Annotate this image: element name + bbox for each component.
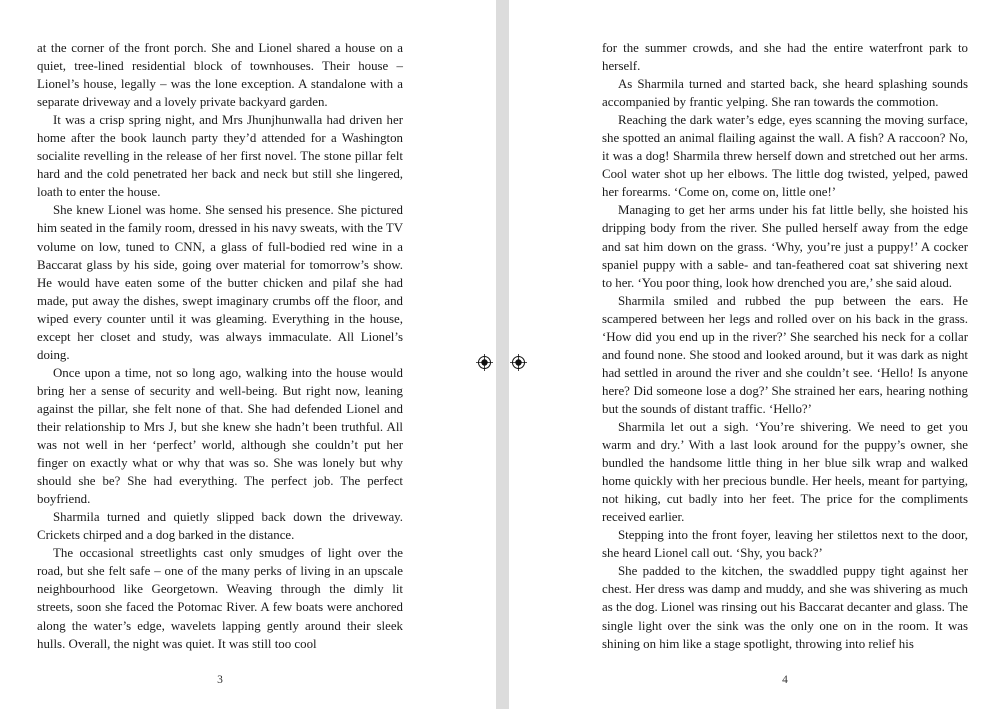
page-gutter xyxy=(496,0,509,709)
paragraph: for the summer crowds, and she had the entire waterfront park to herself. xyxy=(602,41,968,74)
paragraph: Sharmila smiled and rubbed the pup between the ears. He scampered between her legs and rolled over on his back in the grass. ‘How did you end up in the river?’ She searched his neck for a collar and found none. She stood and looked around, but it was dark as night had settled in around the river and she couldn’t see. ‘Hello! Is anyone here? Did someone lose a dog?’ She strained her ears, hearing nothing but the sounds of distant traffic. ‘Hello?’ xyxy=(602,293,968,416)
left-page-text xyxy=(37,39,403,653)
paragraph: She padded to the kitchen, the swaddled puppy tight against her chest. Her dress was damp and muddy, and she was shivering as much as the dog. Lionel was rinsing out his Baccarat decanter and glass. The single light over the sink was the only one on in the room. It was shining on him like a stage spotlight, throwing into relief his xyxy=(602,564,968,651)
paragraph: It was a crisp spring night, and Mrs Jhunjhunwalla had driven her home after the book launch party they’d attended for a Washington socialite revelling in the release of her first novel. The stone pillar felt hard and the cold penetrated her back and neck but still she lingered, loath to enter the house. xyxy=(37,113,403,200)
paragraph: at the corner of the front porch. She and Lionel shared a house on a quiet, tree-lined residential block of townhouses. Their house – Lionel’s house, legally – was the lone exception. A standalone with a separate driveway and a lovely private backyard garden. xyxy=(37,41,403,110)
paragraph: Sharmila let out a sigh. ‘You’re shivering. We need to get you warm and dry.’ With a last look around for the puppy’s owner, she bundled the handsome little thing in her blue silk wrap and walked home quickly with her precious bundle. Her heels, meant for partying, not hiking, cut badly into her feet. The price for the compliments received earlier. xyxy=(602,419,968,525)
right-page-text xyxy=(602,39,968,653)
paragraph: Managing to get her arms under his fat little belly, she hoisted his dripping body from the river. She pulled herself away from the edge and sat him down on the grass. ‘Why, you’re just a puppy!’ A cocker spaniel puppy with a sable- and tan-feathered coat sat shivering next to her. ‘You poor thing, look how drenched you are,’ she said aloud. xyxy=(602,203,968,290)
paragraph: Stepping into the front foyer, leaving her stilettos next to the door, she heard Lionel call out. ‘Shy, you back?’ xyxy=(602,528,968,561)
left-page xyxy=(0,0,496,709)
paragraph: As Sharmila turned and started back, she heard splashing sounds accompanied by frantic yelping. She ran towards the commotion. xyxy=(602,77,968,110)
paragraph: Reaching the dark water’s edge, eyes scanning the moving surface, she spotted an animal flailing against the wall. A fish? A raccoon? No, it was a dog! Sharmila threw herself down and stretched out her arms. Cool water shot up her elbows. The little dog twisted, yelped, pawed her forearms. ‘Come on, come on, little one!’ xyxy=(602,113,968,200)
paragraph: The occasional streetlights cast only smudges of light over the road, but she felt safe – one of the many perks of living in an upscale neighbourhood like Georgetown. Weaving through the dimly lit streets, soon she faced the Potomac River. A few boats were anchored along the water’s edge, wavelets lapping gently around their sleek hulls. Overall, the night was quiet. It was still too cool xyxy=(37,546,403,651)
paragraph: Once upon a time, not so long ago, walking into the house would bring her a sense of security and well-being. But right now, leaning against the pillar, she felt none of that. She had defended Lionel and their relationship to Mrs J, but she knew she hadn’t been truthful. All was not well in her ‘perfect’ world, although she couldn’t put her finger on exactly what or why that was so. She was lonely but why should she be? She had everything. The perfect job. The perfect boyfriend. xyxy=(37,365,403,507)
crosshair-registration-icon xyxy=(476,354,493,371)
page-number: 3 xyxy=(217,674,223,686)
paragraph: Sharmila turned and quietly slipped back down the driveway. Crickets chirped and a dog barked in the distance. xyxy=(37,510,403,543)
crosshair-registration-icon xyxy=(510,354,527,371)
page-number: 4 xyxy=(782,674,788,686)
paragraph: She knew Lionel was home. She sensed his presence. She pictured him seated in the family room, dressed in his navy sweats, with the TV volume on low, tuned to CNN, a glass of full-bodied red wine in a Baccarat glass by his side, going over material for tomorrow’s show. He would have eaten some of the butter chicken and pilaf she had made, put away the dishes, swept imaginary crumbs off the floor, and wiped every counter until it was gleaming. Everything in the house, except her closet and study, was always immaculate. All Lionel’s doing. xyxy=(37,203,404,362)
right-page xyxy=(509,0,1003,709)
